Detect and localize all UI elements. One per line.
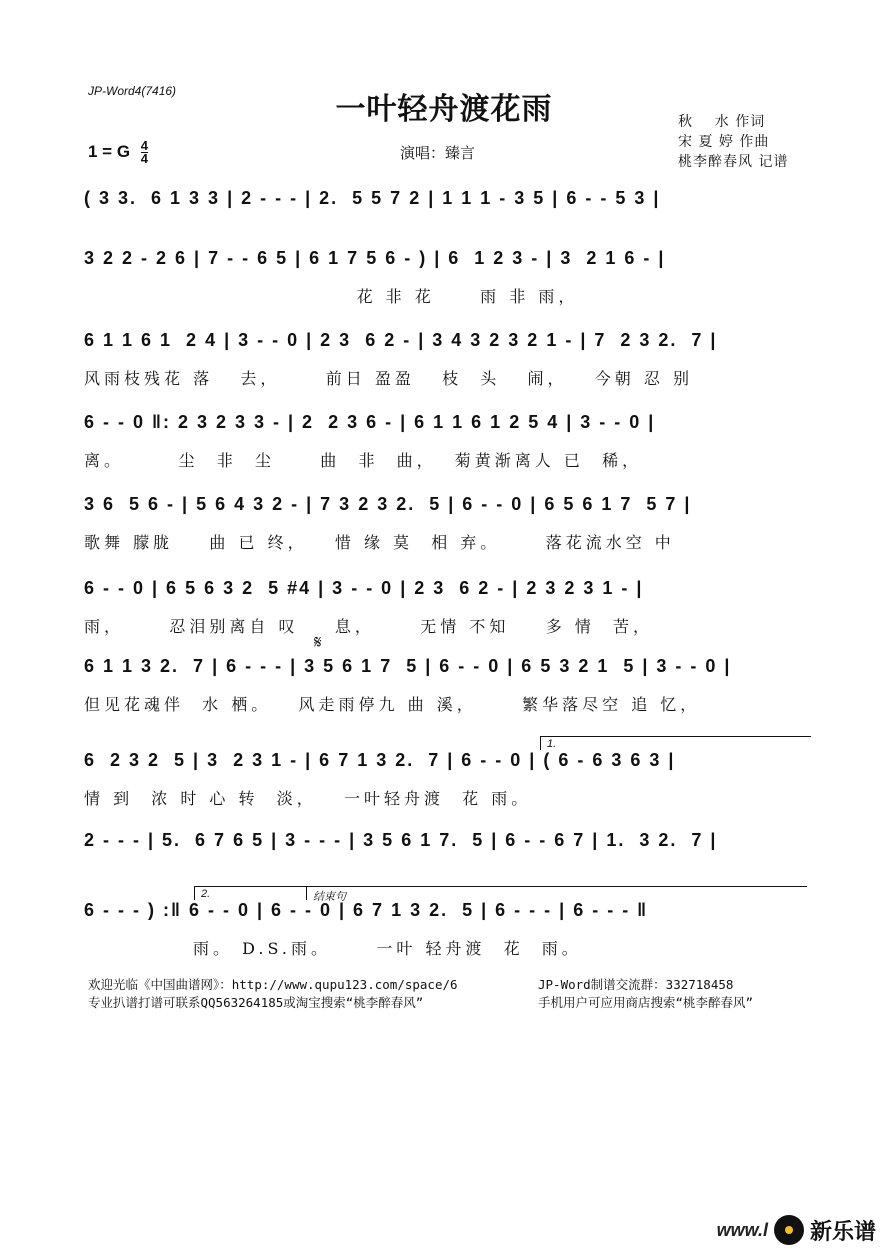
volta-1: 1.: [540, 736, 811, 750]
coda-bracket: 结束句: [306, 886, 807, 900]
segno-mark: 𝄋: [314, 632, 322, 653]
notation-line: 3 2 2 - 2 6 | 7 - - 6 5 | 6 1 7 5 6 - ) | 6 1 2 3 - | 3 2 1 6 - |: [84, 248, 666, 268]
notation-line: 6 - - 0 ‖: 2 3 2 3 3 - | 2 2 3 6 - | 6 1 1 6 1 2 5 4 | 3 - - 0 |: [84, 412, 656, 432]
notation-line: 6 1 1 3 2. 7 | 6 - - - | 3 5 6 1 7 5 | 6 - - 0 | 6 5 3 2 1 5 | 3 - - 0 |: [84, 656, 732, 676]
credits: [678, 112, 788, 172]
time-top: 4: [140, 138, 149, 153]
footer-right: [538, 976, 753, 1012]
lyric-line: 雨。 D.S.雨。 一叶 轻舟渡 花 雨。: [84, 939, 582, 958]
lyricist-credit: 秋 水 作词: [678, 114, 766, 130]
footer-app: 手机用户可应用商店搜索“桃李醉春风”: [538, 995, 754, 1010]
watermark-logo: [717, 1213, 876, 1247]
composer-credit: 宋 夏 婷 作曲: [678, 134, 770, 150]
key-signature: [88, 140, 148, 165]
lyric-line: 离。 尘 非 尘 曲 非 曲， 菊黄渐离人 已 稀，: [84, 451, 643, 470]
singer-label: 演唱：臻言: [400, 144, 476, 162]
lyric-line: 风雨枝残花 落 去， 前日 盈盈 枝 头 闹， 今朝 忍 别: [84, 369, 693, 388]
transcriber-credit: 桃李醉春风 记谱: [678, 154, 789, 170]
watermark-name: 新乐谱: [809, 1219, 876, 1245]
software-label: JP-Word4(7416): [88, 84, 177, 98]
footer: [88, 976, 754, 1012]
vinyl-disc-icon: [774, 1215, 804, 1245]
lyric-line: 歌舞 朦胧 曲 已 终， 惜 缘 莫 相 弃。 落花流水空 中: [84, 533, 675, 552]
volta-2: 2.: [194, 886, 311, 900]
notation-line: 6 2 3 2 5 | 3 2 3 1 - | 6 7 1 3 2. 7 | 6 - - 0 | ( 6 - 6 3 6 3 |: [84, 750, 676, 770]
key-label: 1 = G: [88, 141, 131, 161]
lyric-line: 情 到 浓 时 心 转 淡， 一叶轻舟渡 花 雨。: [84, 789, 532, 808]
footer-group: JP-Word制谱交流群：332718458: [538, 977, 734, 992]
notation-line: 3 6 5 6 - | 5 6 4 3 2 - | 7 3 2 3 2. 5 | 6 - - 0 | 6 5 6 1 7 5 7 |: [84, 494, 692, 514]
footer-website: 欢迎光临《中国曲谱网》：http://www.qupu123.com/space/6: [88, 977, 458, 992]
notation-line: 2 - - - | 5. 6 7 6 5 | 3 - - - | 3 5 6 1 7. 5 | 6 - - 6 7 | 1. 3 2. 7 |: [84, 830, 718, 850]
lyric-line: 雨， 忍泪别离自 叹 息， 无情 不知 多 情 苦，: [84, 617, 653, 636]
song-title: 一叶轻舟渡花雨: [335, 92, 553, 127]
lyric-line: 但见花魂伴 水 栖。 风走雨停九 曲 溪， 繁华落尽空 追 忆，: [84, 695, 701, 714]
notation-line: 6 1 1 6 1 2 4 | 3 - - 0 | 2 3 6 2 - | 3 4 3 2 3 2 1 - | 7 2 3 2. 7 |: [84, 330, 718, 350]
time-bottom: 4: [140, 151, 149, 166]
watermark-url: www.l: [716, 1219, 768, 1240]
notation-line: 6 - - - ) :‖ 6 - - 0 | 6 - - 0 | 6 7 1 3 2. 5 | 6 - - - | 6 - - - ‖: [84, 900, 649, 920]
time-signature: [141, 140, 148, 165]
notation-line: ( 3 3. 6 1 3 3 | 2 - - - | 2. 5 5 7 2 | 1 1 1 - 3 5 | 6 - - 5 3 |: [84, 188, 661, 208]
notation-line: 6 - - 0 | 6 5 6 3 2 5 #4 | 3 - - 0 | 2 3 6 2 - | 2 3 2 3 1 - |: [84, 578, 644, 598]
footer-contact: 专业扒谱打谱可联系QQ563264185或淘宝搜索“桃李醉春风”: [88, 995, 424, 1010]
lyric-line: 花 非 花 雨 非 雨，: [84, 287, 579, 306]
